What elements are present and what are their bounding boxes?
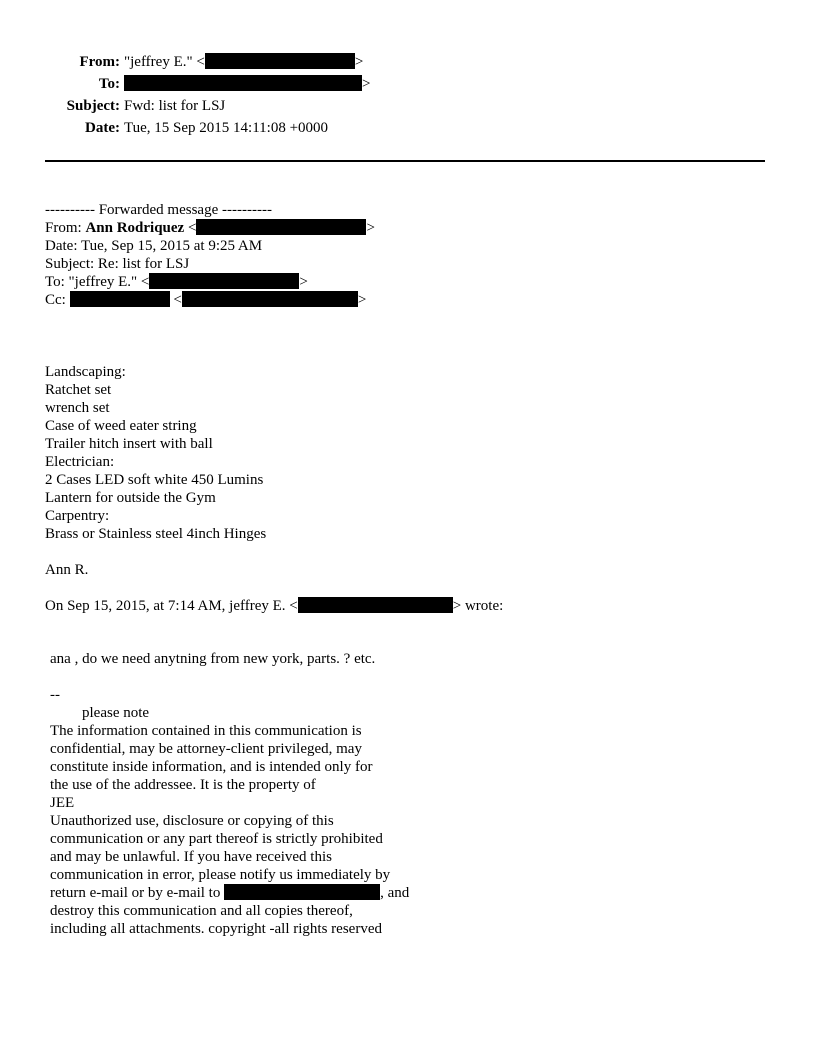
forwarded-from-prefix: From: <box>45 220 86 236</box>
header-from-name: "jeffrey E." < <box>124 54 205 70</box>
header-divider <box>45 160 765 162</box>
redaction-bar <box>205 53 355 69</box>
list-item: wrench set <box>45 400 110 416</box>
redaction-bar <box>124 75 362 91</box>
forwarded-cc-row <box>45 291 366 309</box>
disclaimer-line: constitute inside information, and is intended only for <box>50 759 373 775</box>
header-subject-label: Subject: <box>66 98 120 114</box>
header-date-label: Date: <box>85 120 120 136</box>
list-item: Brass or Stainless steel 4inch Hinges <box>45 526 267 542</box>
disclaimer-line: communication or any part thereof is strictly prohibited <box>50 831 383 847</box>
disclaimer-line: the use of the addressee. It is the property of <box>50 777 316 793</box>
return-suffix: , and <box>380 885 410 901</box>
header-from-row <box>45 52 363 72</box>
forwarded-date: Date: Tue, Sep 15, 2015 at 9:25 AM <box>45 238 263 254</box>
list-item: 2 Cases LED soft white 450 Lumins <box>45 472 264 488</box>
angle-bracket: > <box>357 292 367 308</box>
list-item: Electrician: <box>45 454 115 470</box>
forwarded-cc-prefix: Cc: <box>45 292 70 308</box>
redaction-bar <box>182 291 358 307</box>
angle-bracket: > <box>366 220 375 236</box>
header-date-row <box>45 118 328 138</box>
header-date: Tue, 15 Sep 2015 14:11:08 +0000 <box>124 120 329 136</box>
list-item: Carpentry: <box>45 508 110 524</box>
disclaimer-line: including all attachments. copyright -all rights reserved <box>50 921 382 937</box>
redaction-bar <box>196 219 366 235</box>
forwarded-to-row <box>45 273 308 291</box>
disclaimer-line: Unauthorized use, disclosure or copying of this <box>50 813 334 829</box>
wrote-line <box>45 597 503 615</box>
redaction-bar <box>149 273 299 289</box>
signoff: Ann R. <box>45 562 89 578</box>
header-subject-row <box>45 96 225 116</box>
header-subject: Fwd: list for LSJ <box>124 98 226 114</box>
disclaimer-line: destroy this communication and all copies thereof, <box>50 903 353 919</box>
wrote-suffix: > wrote: <box>452 598 504 614</box>
please-note: please note <box>82 705 150 721</box>
angle-bracket: < <box>184 220 197 236</box>
wrote-prefix: On Sep 15, 2015, at 7:14 AM, jeffrey E. < <box>45 598 298 614</box>
list-item: Lantern for outside the Gym <box>45 490 216 506</box>
disclaimer-line: JEE <box>50 795 75 811</box>
list-item: Trailer hitch insert with ball <box>45 436 213 452</box>
header-from-label: From: <box>79 54 120 70</box>
disclaimer-line: confidential, may be attorney-client privileged, may <box>50 741 362 757</box>
list-item: Landscaping: <box>45 364 126 380</box>
header-to-label: To: <box>98 76 120 92</box>
redaction-bar <box>298 597 453 613</box>
list-item: Case of weed eater string <box>45 418 197 434</box>
disclaimer-line: The information contained in this communication is <box>50 723 362 739</box>
redaction-bar <box>70 291 170 307</box>
disclaimer-line: communication in error, please notify us immediately by <box>50 867 391 883</box>
disclaimer-return-line <box>50 884 409 902</box>
angle-bracket: > <box>354 54 364 70</box>
list-item: Ratchet set <box>45 382 112 398</box>
quoted-question: ana , do we need anytning from new york, parts. ? etc. <box>50 651 376 667</box>
forwarded-divider: ---------- Forwarded message ---------- <box>45 202 272 218</box>
forwarded-subject: Subject: Re: list for LSJ <box>45 256 190 272</box>
forwarded-from-name: Ann Rodriquez <box>85 220 185 236</box>
angle-bracket: > <box>299 274 308 290</box>
disclaimer-line: and may be unlawful. If you have received this <box>50 849 332 865</box>
angle-bracket: > <box>362 76 371 92</box>
forwarded-from-row <box>45 219 375 237</box>
redaction-bar <box>224 884 380 900</box>
return-prefix: return e-mail or by e-mail to <box>50 885 225 901</box>
header-to-row <box>45 74 370 94</box>
forwarded-to-prefix: To: "jeffrey E." < <box>45 274 150 290</box>
signature-dash: -- <box>50 687 60 703</box>
angle-bracket: < <box>169 292 182 308</box>
